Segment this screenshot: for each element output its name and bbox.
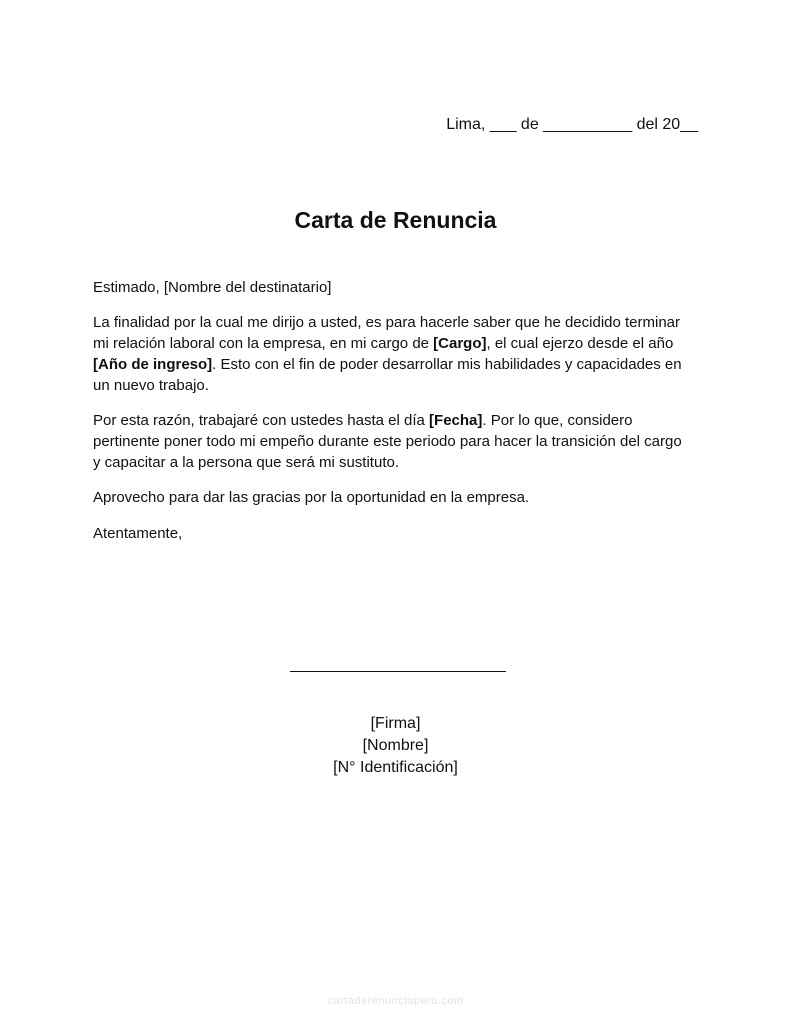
placeholder-cargo: [Cargo] (433, 335, 487, 352)
paragraph-1-text (93, 312, 693, 396)
signature-firma: [Firma] (370, 715, 421, 732)
paragraph-1-part-2: , el cual ejerzo desde el año (486, 335, 674, 352)
signature-nombre: [Nombre] (362, 737, 429, 754)
paragraph-2-part-2: . Por lo que, considero pertinente poner todo mi empeño durante este periodo para hacer la transición del cargo y capacitar a la persona que será mi sustituto. (93, 412, 682, 471)
paragraph-2 (93, 410, 693, 473)
placeholder-fecha: [Fecha] (429, 412, 483, 429)
date-line: Lima, ___ de __________ del 20__ (446, 116, 698, 133)
paragraph-1-part-1: La finalidad por la cual me dirijo a usted, es para hacerle saber que he decidido terminar mi relación laboral con la empresa, en mi cargo de (93, 314, 681, 352)
watermark: cartaderenunciaperu.com (327, 995, 464, 1007)
paragraph-2-part-1: Por esta razón, trabajaré con ustedes hasta el día (93, 412, 430, 429)
paragraph-2-text (93, 410, 693, 473)
paragraph-1-part-3: . Esto con el fin de poder desarrollar mis habilidades y capacidades en un nuevo trabajo. (93, 356, 682, 394)
paragraph-1 (93, 312, 693, 396)
greeting (93, 277, 693, 298)
signature-block (0, 713, 791, 779)
closing (93, 523, 693, 544)
signature-identificacion: [N° Identificación] (333, 759, 458, 776)
paragraph-3 (93, 487, 693, 508)
signature-line (290, 671, 506, 672)
greeting-text: Estimado, [Nombre del destinatario] (93, 279, 332, 296)
paragraph-3-text: Aprovecho para dar las gracias por la oportunidad en la empresa. (93, 489, 530, 506)
placeholder-ano-ingreso: [Año de ingreso] (93, 356, 213, 373)
page-title: Carta de Renuncia (294, 207, 497, 233)
closing-text: Atentamente, (93, 525, 183, 542)
